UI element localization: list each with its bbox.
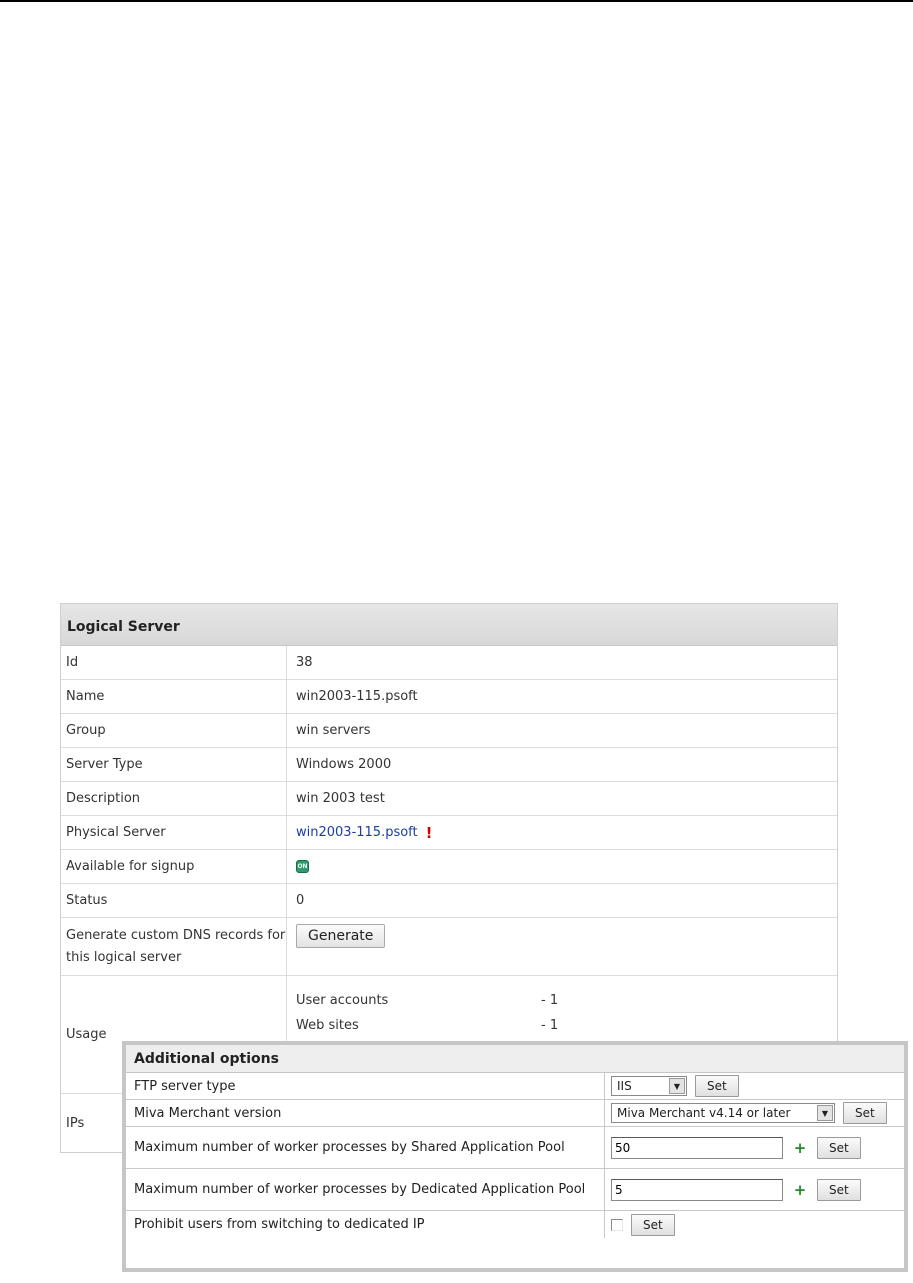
description-label: Description [61, 782, 287, 815]
physical-server-label: Physical Server [61, 816, 287, 849]
server-type-label: Server Type [61, 748, 287, 781]
miva-selected-value: Miva Merchant v4.14 or later [617, 1106, 791, 1120]
row-prohibit-dedicated-ip [126, 1211, 904, 1238]
additional-options-panel [122, 1041, 908, 1272]
status-value: 0 [296, 893, 305, 908]
miva-version-select[interactable] [611, 1103, 835, 1123]
usage-item-name: User accounts [296, 993, 389, 1008]
shared-pool-set-button[interactable]: Set [817, 1137, 861, 1159]
usage-item [296, 988, 837, 1013]
chevron-down-icon[interactable]: ▼ [669, 1078, 685, 1094]
row-name [61, 680, 837, 714]
ftp-set-button[interactable]: Set [695, 1075, 739, 1097]
shared-pool-value [605, 1127, 904, 1168]
server-type-value: Windows 2000 [296, 757, 392, 772]
ips-label: IPs [61, 1094, 287, 1152]
prohibit-ip-value [605, 1211, 904, 1238]
status-label: Status [61, 884, 287, 917]
group-label: Group [61, 714, 287, 747]
row-group [61, 714, 837, 748]
shared-pool-label: Maximum number of worker processes by Shared Application Pool [126, 1127, 605, 1168]
row-id [61, 646, 837, 680]
group-value: win servers [296, 723, 371, 738]
ftp-selected-value: IIS [617, 1079, 632, 1093]
name-value: win2003-115.psoft [296, 689, 418, 704]
row-dedicated-pool [126, 1169, 904, 1211]
row-miva-version [126, 1100, 904, 1127]
row-shared-pool [126, 1127, 904, 1169]
prohibit-ip-set-button[interactable]: Set [631, 1214, 675, 1236]
top-divider [0, 0, 913, 2]
row-physical-server [61, 816, 837, 850]
usage-item-value: - 1 [541, 1018, 559, 1033]
miva-label: Miva Merchant version [126, 1100, 605, 1126]
prohibit-ip-checkbox[interactable] [611, 1219, 623, 1231]
row-description [61, 782, 837, 816]
chevron-down-icon[interactable]: ▼ [817, 1105, 833, 1121]
miva-set-button[interactable]: Set [843, 1102, 887, 1124]
usage-label: Usage [61, 976, 287, 1093]
dedicated-pool-value [605, 1169, 904, 1210]
prohibit-ip-label: Prohibit users from switching to dedicated IP [126, 1211, 605, 1238]
row-available-signup [61, 850, 837, 884]
ftp-server-select[interactable] [611, 1076, 687, 1096]
warning-icon: ! [425, 823, 433, 842]
dedicated-pool-label: Maximum number of worker processes by Dedicated Application Pool [126, 1169, 605, 1210]
logical-server-title: Logical Server [61, 604, 837, 646]
generate-button[interactable]: Generate [296, 924, 385, 948]
row-status [61, 884, 837, 918]
available-signup-label: Available for signup [61, 850, 287, 883]
dedicated-pool-set-button[interactable]: Set [817, 1179, 861, 1201]
dedicated-pool-input[interactable] [611, 1179, 783, 1201]
ftp-label: FTP server type [126, 1073, 605, 1099]
on-toggle-icon[interactable]: ON [296, 860, 309, 873]
plus-icon[interactable]: + [793, 1138, 807, 1157]
shared-pool-input[interactable] [611, 1137, 783, 1159]
description-value: win 2003 test [296, 791, 385, 806]
id-label: Id [61, 646, 287, 679]
row-dns [61, 918, 837, 976]
usage-item [296, 1013, 837, 1038]
dns-value [287, 918, 837, 975]
name-label: Name [61, 680, 287, 713]
row-server-type [61, 748, 837, 782]
dns-label: Generate custom DNS records for this logical server [61, 918, 287, 975]
usage-item-name: Web sites [296, 1018, 359, 1033]
physical-server-link[interactable]: win2003-115.psoft [296, 825, 418, 840]
plus-icon[interactable]: + [793, 1180, 807, 1199]
additional-options-title: Additional options [126, 1045, 904, 1073]
row-ftp-server-type [126, 1073, 904, 1100]
physical-server-value [287, 816, 837, 849]
miva-value [605, 1100, 904, 1126]
available-signup-value [287, 850, 837, 883]
id-value: 38 [296, 655, 313, 670]
usage-item-value: - 1 [541, 993, 559, 1008]
ftp-value [605, 1073, 904, 1099]
